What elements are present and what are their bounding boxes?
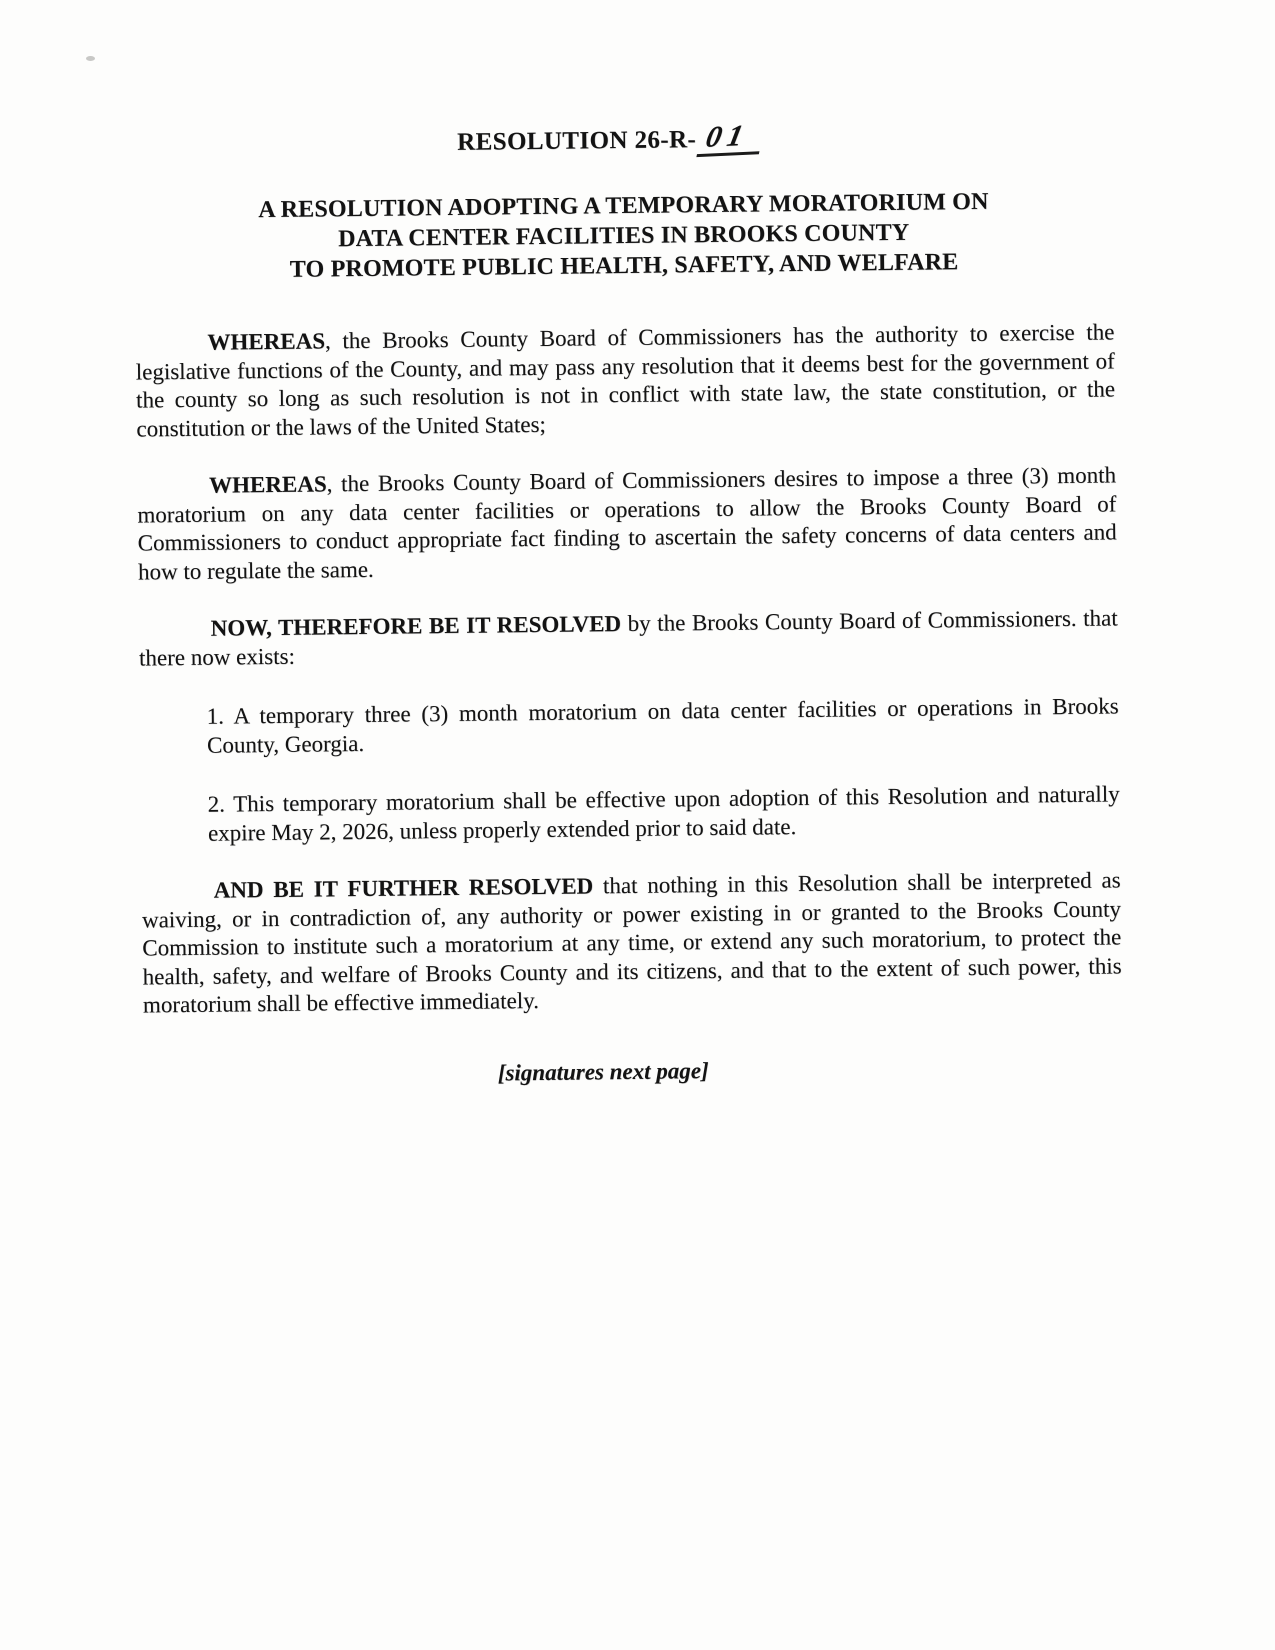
further-resolved-body: that nothing in this Resolution shall be interpreted as waiving, or in contradiction of, any authority or power existing in or granted to the Brooks County Commission to institute such a moratorium at any time, or extend any such moratorium, to protect the health, safety, and welfare of Brooks County and its citizens, and that to the extent of such power, this moratorium shall be effective immediately. <box>141 867 1122 1018</box>
whereas-1-body: , the Brooks County Board of Commissioners has the authority to exercise the legislative functions of the County, and may pass any resolution that it deems best for the government of the county so long as such resolution is not in conflict with state law, the state constitution, or the constitution or the laws of the United States; <box>135 319 1116 442</box>
whereas-2-lead: WHEREAS <box>208 471 327 498</box>
resolution-title-text: RESOLUTION 26-R- <box>456 126 697 156</box>
resolved-paragraph <box>139 604 1119 672</box>
signature-note: [signatures next page] <box>497 1057 709 1085</box>
document-heading <box>134 185 1114 286</box>
resolution-item-2: 2. This temporary moratorium shall be effective upon adoption of this Resolution and naturally expire May 2, 2026, unless properly extended prior to said date. <box>207 781 1120 846</box>
scan-artifact-dot <box>86 56 95 61</box>
resolved-lead: NOW, THEREFORE BE IT RESOLVED <box>210 611 622 641</box>
heading-line-1: A RESOLUTION ADOPTING A TEMPORARY MORATORIUM ON <box>258 188 989 224</box>
further-resolved-paragraph <box>142 866 1123 1020</box>
document-title <box>133 119 1082 164</box>
heading-line-2: DATA CENTER FACILITIES IN BROOKS COUNTY <box>338 219 910 253</box>
resolution-number-handwritten: 01 <box>696 120 765 157</box>
resolution-items <box>207 692 1121 847</box>
resolution-item-1: 1. A temporary three (3) month moratorium on data center facilities or operations in Brooks County, Georgia. <box>206 693 1119 758</box>
heading-line-3: TO PROMOTE PUBLIC HEALTH, SAFETY, AND WELFARE <box>289 249 959 283</box>
whereas-paragraph-2 <box>137 461 1117 586</box>
document-content <box>133 118 1123 1090</box>
resolved-body: by the Brooks County Board of Commissioners. that there now exists: <box>138 605 1118 671</box>
whereas-paragraph-1 <box>135 318 1115 443</box>
further-resolved-lead: AND BE IT FURTHER RESOLVED <box>213 873 594 903</box>
whereas-2-body: , the Brooks County Board of Commissioners desires to impose a three (3) month moratorium on any data center facilities or operations to allow the Brooks County Board of Commissioners to conduct appropriate fact finding to ascertain the safety concerns of data centers and how to regulate the same. <box>137 462 1117 585</box>
whereas-1-lead: WHEREAS <box>207 328 326 355</box>
